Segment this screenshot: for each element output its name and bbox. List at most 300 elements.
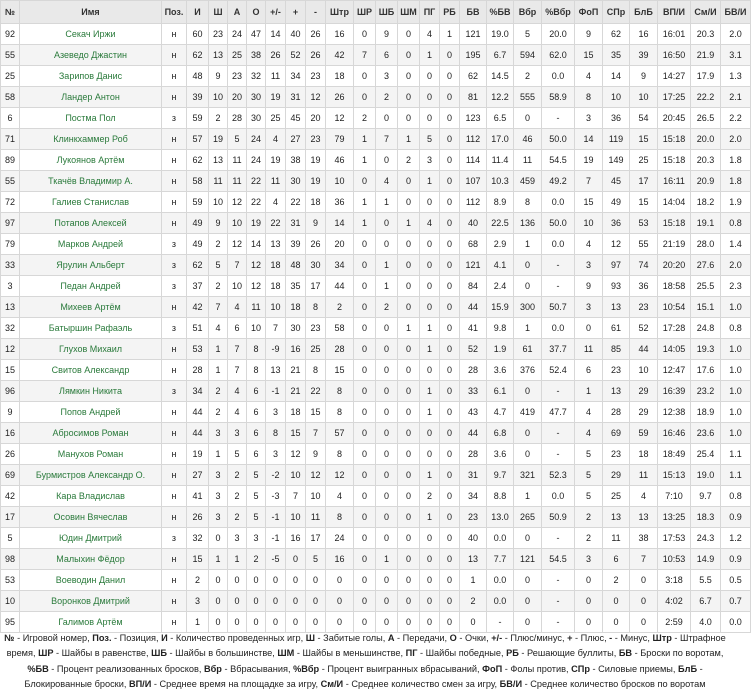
stat-cell: 18 [306,192,326,213]
stat-cell: 0 [209,591,228,612]
stat-cell: 0 [398,507,420,528]
stat-cell: 9 [209,66,228,87]
stat-cell: 28 [603,402,630,423]
stat-cell: 0 [420,549,440,570]
column-header[interactable]: Поз. [162,1,187,24]
player-name-link[interactable]: Лямкин Никита [59,386,122,396]
stat-cell: 20.9 [691,171,721,192]
stat-cell: 30 [286,171,306,192]
stat-cell: 3 [266,444,286,465]
stat-cell: 10 [630,87,658,108]
stat-cell: 26 [187,507,209,528]
player-name-link[interactable]: Манухов Роман [57,449,124,459]
column-header[interactable]: ШМ [398,1,420,24]
column-header[interactable]: РБ [440,1,460,24]
stat-cell: 0 [354,276,376,297]
player-name-cell [20,339,162,360]
stat-cell: 28 [187,360,209,381]
player-name-link[interactable]: Марков Андрей [57,239,124,249]
stat-cell: 1 [420,339,440,360]
stat-cell: 15:18 [658,213,691,234]
stat-cell: 0.0 [721,612,751,633]
stat-cell: 16:01 [658,24,691,45]
stat-cell: 121 [460,255,487,276]
stat-cell: 10 [326,171,354,192]
column-header[interactable]: № [1,1,20,24]
stat-cell: 3.6 [487,444,514,465]
player-name-link[interactable]: Азеведо Джастин [53,50,128,60]
stat-cell: 20.0 [691,129,721,150]
stat-cell: 6 [247,381,266,402]
stat-cell: 15:18 [658,129,691,150]
stat-cell: 1 [420,171,440,192]
player-name-cell [20,612,162,633]
stat-cell: 0 [514,276,542,297]
stat-cell: 10 [266,297,286,318]
stat-cell: 5 [228,129,247,150]
stat-cell: 4.7 [487,402,514,423]
player-name-link[interactable]: Осовин Вячеслав [53,512,128,522]
stat-cell: - [542,108,575,129]
column-header[interactable]: ШБ [376,1,398,24]
column-header[interactable]: ШР [354,1,376,24]
stat-cell: 12:47 [658,360,691,381]
stat-cell: 2 [376,87,398,108]
legend-desc: Вбрасывания [230,663,288,674]
stat-cell: 58 [1,87,20,108]
player-name-link[interactable]: Лукоянов Артём [56,155,125,165]
stat-cell: н [162,507,187,528]
stat-cell: 34 [326,255,354,276]
stat-cell: 11 [247,297,266,318]
stat-cell: 69 [1,465,20,486]
stat-cell: 11 [228,171,247,192]
stat-cell: 149 [603,150,630,171]
player-name-link[interactable]: Галимов Артём [58,617,123,627]
stat-cell: 11 [266,171,286,192]
column-header[interactable]: О [247,1,266,24]
legend-desc: Силовые приемы [598,663,673,674]
stat-cell: 54.5 [542,150,575,171]
stat-cell: 0 [440,570,460,591]
stat-cell: 0 [460,612,487,633]
stat-cell: 0 [398,87,420,108]
stat-cell: 6 [247,423,266,444]
stat-cell: 95 [1,612,20,633]
stat-cell: 38 [247,45,266,66]
stat-cell: 4 [575,66,603,87]
stat-cell: 5.5 [691,570,721,591]
stat-cell: 8 [326,381,354,402]
stat-cell: 4 [376,171,398,192]
stat-cell: 0.8 [721,486,751,507]
stat-cell: 7 [354,45,376,66]
player-name-link[interactable]: Постма Пол [65,113,116,123]
stat-cell: 5 [575,444,603,465]
stat-cell: 14 [247,234,266,255]
player-name-link[interactable]: Михеев Артём [60,302,121,312]
column-header[interactable]: И [187,1,209,24]
column-header[interactable]: Ш [209,1,228,24]
stat-cell: 61 [603,318,630,339]
column-header[interactable]: %Вбр [542,1,575,24]
stat-cell: 24.8 [691,318,721,339]
stat-cell: 10 [306,486,326,507]
legend-desc: Шайбы победные [425,648,501,659]
stat-cell: -1 [266,507,286,528]
player-name-cell [20,24,162,45]
stat-cell: 2 [209,108,228,129]
stat-cell: 0 [440,255,460,276]
stat-cell: 23 [306,66,326,87]
column-header[interactable]: СПр [603,1,630,24]
stat-cell: 0 [420,591,440,612]
stat-cell: 20 [228,87,247,108]
stat-cell: 0 [376,423,398,444]
stat-cell: 0 [354,570,376,591]
player-name-cell [20,402,162,423]
stat-cell: 58 [187,171,209,192]
stat-cell: 0 [398,423,420,444]
stat-cell: - [542,276,575,297]
stat-cell: 0.0 [542,192,575,213]
stat-cell: 2.9 [487,234,514,255]
table-row [1,255,751,276]
player-name-cell [20,591,162,612]
stat-cell: 0 [398,465,420,486]
stat-cell: 0 [440,402,460,423]
stat-cell: 0 [440,276,460,297]
player-name-link[interactable]: Секач Иржи [65,29,116,39]
column-header[interactable]: БВ/И [721,1,751,24]
player-name-link[interactable]: Галиев Станислав [51,197,129,207]
stat-cell: 1.1 [721,465,751,486]
stat-cell: 14 [326,213,354,234]
stat-cell: 0 [575,591,603,612]
stat-cell: 16:11 [658,171,691,192]
stat-cell: 27 [286,129,306,150]
stat-cell: 34 [460,486,487,507]
player-name-link[interactable]: Свитов Александр [51,365,130,375]
stat-cell: 17 [306,528,326,549]
stat-cell: 0.0 [487,528,514,549]
player-name-link[interactable]: Зарипов Данис [58,71,123,81]
stat-cell: 20.3 [691,150,721,171]
stat-cell: 11 [209,171,228,192]
stat-cell: 0 [376,150,398,171]
stat-cell: 0 [440,591,460,612]
legend-desc: Игровой номер [22,633,88,643]
column-header[interactable]: Имя [20,1,162,24]
stat-cell: 15 [575,45,603,66]
stat-cell: 3 [420,150,440,171]
legend-abbr: А [387,633,395,643]
legend-abbr: ШБ [151,648,167,659]
table-row [1,66,751,87]
stat-cell: 1.0 [721,402,751,423]
stat-cell: 79 [1,234,20,255]
table-row [1,423,751,444]
stat-cell: 13 [630,507,658,528]
player-name-link[interactable]: Ландер Антон [61,92,120,102]
stat-cell: 9 [209,213,228,234]
stat-cell: 0 [420,108,440,129]
stat-cell: 0 [514,444,542,465]
stat-cell: 2 [354,108,376,129]
stat-cell: 7 [286,486,306,507]
legend-desc: Штрафное время [6,633,726,659]
column-header[interactable]: ФоП [575,1,603,24]
stat-cell: 0 [514,570,542,591]
legend-abbr: О [449,633,457,643]
player-name-link[interactable]: Потапов Алексей [54,218,127,228]
stat-cell: 3 [575,549,603,570]
table-row [1,318,751,339]
stat-cell: з [162,276,187,297]
stat-cell: 34 [187,381,209,402]
table-row [1,276,751,297]
stat-cell: - [542,255,575,276]
stat-cell: 0 [398,192,420,213]
stat-cell: 14:27 [658,66,691,87]
legend-desc: Забитые голы [323,633,383,643]
column-header[interactable]: Вбр [514,1,542,24]
stat-cell: 0 [440,612,460,633]
stat-cell: 57 [187,129,209,150]
stat-cell: н [162,423,187,444]
player-name-link[interactable]: Воеводин Данил [55,575,126,585]
player-name-link[interactable]: Бурмистров Александр О. [35,470,146,480]
stat-cell: 25 [228,45,247,66]
stat-cell: 18:49 [658,444,691,465]
stat-cell: 35 [286,276,306,297]
stat-cell: 62 [187,150,209,171]
stat-cell: 24 [247,150,266,171]
column-header[interactable]: ПГ [420,1,440,24]
stat-cell: 7 [306,423,326,444]
column-header[interactable]: См/И [691,1,721,24]
stat-cell: 25 [630,150,658,171]
stat-cell: 0 [398,360,420,381]
stat-cell: 19 [209,129,228,150]
stat-cell: 89 [1,150,20,171]
stat-cell: 0 [514,423,542,444]
stat-cell: 0.0 [487,591,514,612]
legend-abbr: Штр [652,633,672,643]
stat-cell: 0 [376,402,398,423]
stat-cell: 5 [575,465,603,486]
stat-cell: 44 [630,339,658,360]
stat-cell: 0 [440,150,460,171]
player-name-cell [20,171,162,192]
stat-cell: 5 [514,24,542,45]
stat-cell: 3 [209,465,228,486]
column-header[interactable]: А [228,1,247,24]
column-header[interactable]: %БВ [487,1,514,24]
stat-cell: 15 [1,360,20,381]
stat-cell: 16 [326,24,354,45]
stat-cell: 5 [247,507,266,528]
stat-cell: 0 [420,360,440,381]
stat-cell: 0 [398,444,420,465]
column-header[interactable]: - [306,1,326,24]
player-name-link[interactable]: Абросимов Роман [52,428,129,438]
stat-cell: 62.0 [542,45,575,66]
stat-cell: 13 [209,150,228,171]
stat-cell: 0 [354,24,376,45]
stat-cell: 49.2 [542,171,575,192]
stat-cell: 107 [460,171,487,192]
stat-cell: 0 [306,591,326,612]
stat-cell: 3 [228,423,247,444]
stat-cell: 47.7 [542,402,575,423]
stat-cell: 0 [514,381,542,402]
stat-cell: 5 [247,465,266,486]
stat-cell: 0.0 [542,486,575,507]
stat-cell: 33 [1,255,20,276]
stat-cell: 0 [440,423,460,444]
stat-cell: 26.5 [691,108,721,129]
stat-cell: 0 [440,318,460,339]
player-name-link[interactable]: Клинкхаммер Роб [53,134,128,144]
stat-cell: 4 [575,234,603,255]
stat-cell: 0 [354,66,376,87]
stat-cell: 20:20 [658,255,691,276]
stat-cell: 39 [286,234,306,255]
stat-cell: 2.0 [721,255,751,276]
legend-desc: Количество проведенных игр [175,633,301,643]
stat-cell: 1 [420,381,440,402]
stat-cell: - [542,528,575,549]
stat-cell: 7 [266,318,286,339]
stat-cell: 15:13 [658,465,691,486]
column-header[interactable]: БлБ [630,1,658,24]
legend-abbr: Ш [305,633,315,643]
stat-cell: н [162,444,187,465]
player-name-link[interactable]: Ткачёв Владимир А. [48,176,133,186]
stat-cell: 50.9 [542,507,575,528]
player-name-link[interactable]: Юдин Дмитрий [59,533,122,543]
stat-cell: 0 [354,171,376,192]
stat-cell: 1.2 [721,528,751,549]
column-header[interactable]: Штр [326,1,354,24]
stat-cell: 0 [376,591,398,612]
stat-cell: 71 [1,129,20,150]
player-name-link[interactable]: Батыршин Рафаэль [48,323,133,333]
stat-cell: 97 [1,213,20,234]
stat-cell: 59 [187,192,209,213]
stat-cell: 45 [603,171,630,192]
stat-cell: -9 [266,339,286,360]
stat-cell: 13 [603,297,630,318]
stat-cell: 1.0 [721,339,751,360]
stat-cell: 2 [575,507,603,528]
table-row [1,402,751,423]
stat-cell: н [162,45,187,66]
stat-cell: 0 [247,591,266,612]
player-name-link[interactable]: Глухов Михаил [58,344,122,354]
stat-cell: 2.2 [721,108,751,129]
stat-cell: н [162,171,187,192]
stat-cell: н [162,486,187,507]
stat-cell: 50.0 [542,213,575,234]
legend-desc: Минус [620,633,648,643]
column-header[interactable]: +/- [266,1,286,24]
stat-cell: 4.1 [487,255,514,276]
player-name-link[interactable]: Ярулин Альберт [56,260,125,270]
stat-cell: 6 [575,360,603,381]
stat-cell: 60 [187,24,209,45]
stat-cell: 0 [440,360,460,381]
stat-cell: 41 [187,486,209,507]
player-name-link[interactable]: Педан Андрей [60,281,121,291]
stat-cell: 15 [630,129,658,150]
stat-cell: 23 [603,444,630,465]
stat-cell: 22 [247,192,266,213]
player-name-link[interactable]: Попов Андрей [60,407,121,417]
player-name-cell [20,234,162,255]
stat-cell: 0.0 [542,66,575,87]
stat-cell: 0 [228,591,247,612]
stat-cell: 0 [354,528,376,549]
stat-cell: 53 [187,339,209,360]
stat-cell: 123 [460,108,487,129]
stat-cell: 0 [420,612,440,633]
column-header[interactable]: ВП/И [658,1,691,24]
player-name-link[interactable]: Малыхин Фёдор [56,554,125,564]
stat-cell: - [542,570,575,591]
legend-abbr: РБ [506,648,519,659]
table-row [1,339,751,360]
stat-cell: 15 [286,423,306,444]
stat-cell: 43 [460,402,487,423]
column-header[interactable]: + [286,1,306,24]
column-header[interactable]: БВ [460,1,487,24]
stat-cell: 11 [575,339,603,360]
table-row [1,297,751,318]
stat-cell: 0.8 [721,318,751,339]
stat-cell: 22.2 [691,87,721,108]
stat-cell: 11 [228,150,247,171]
stat-cell: 58 [326,318,354,339]
player-name-link[interactable]: Воронков Дмитрий [51,596,130,606]
stat-cell: 0 [420,192,440,213]
stat-cell: 3:18 [658,570,691,591]
stat-cell: 1 [420,507,440,528]
stat-cell: 17.6 [691,360,721,381]
stat-cell: 14:04 [658,192,691,213]
stat-cell: 12 [247,255,266,276]
player-name-cell [20,486,162,507]
player-name-cell [20,213,162,234]
table-row [1,465,751,486]
stat-cell: 3 [1,276,20,297]
stat-cell: 1 [376,255,398,276]
stat-cell: н [162,612,187,633]
stat-cell: 33 [460,381,487,402]
stat-cell: 121 [514,549,542,570]
stat-cell: н [162,192,187,213]
legend-desc: Шайбы в большинстве [175,648,273,659]
stat-cell: 2 [420,486,440,507]
stat-cell: 11 [306,507,326,528]
stat-cell: 15 [630,192,658,213]
legend-desc: Броски по воротам [640,648,721,659]
stat-cell: 0 [420,276,440,297]
stat-cell: 0 [440,129,460,150]
player-name-link[interactable]: Кара Владислав [56,491,125,501]
stat-cell: 23.2 [691,381,721,402]
